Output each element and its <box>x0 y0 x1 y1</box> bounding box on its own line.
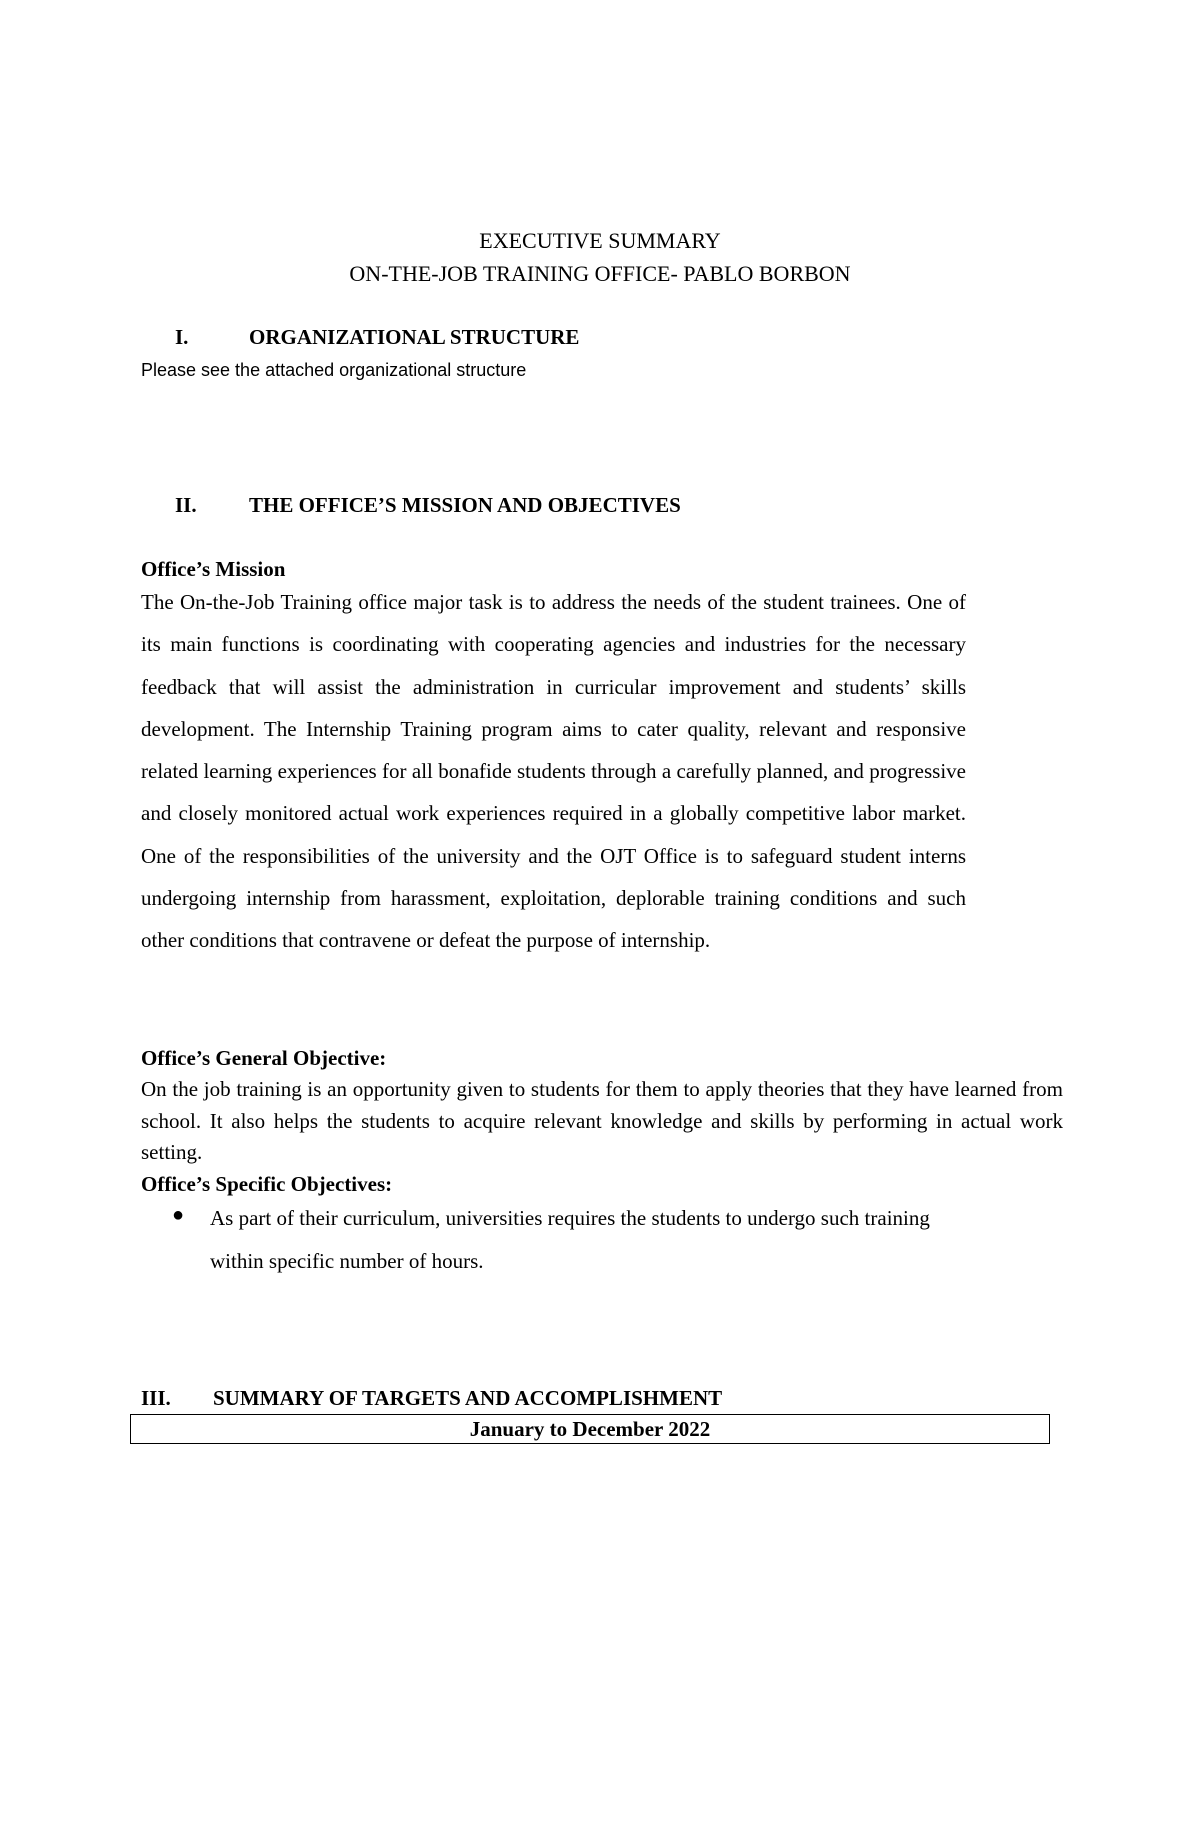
general-objective-heading: Office’s General Objective: <box>141 1046 387 1070</box>
specific-objectives-heading: Office’s Specific Objectives: <box>141 1172 393 1196</box>
section-2-title: THE OFFICE’S MISSION AND OBJECTIVES <box>249 493 681 517</box>
document-title: EXECUTIVE SUMMARY <box>479 228 721 253</box>
section-1-title: ORGANIZATIONAL STRUCTURE <box>249 325 580 349</box>
section-3-number: III. <box>141 1386 171 1410</box>
mission-paragraph: The On-the-Job Training office major task is to address the needs of the student trainees. One of its main functions is coordinating with cooperating agencies and industries for the necessary feedback that will assist the administration in curricular improvement and students’ skills development. The Internship Training program aims to cater quality, relevant and responsive related learning experiences for all bonafide students through a carefully planned, and progressive and closely monitored actual work experiences required in a globally competitive labor market. One of the responsibilities of the university and the OJT Office is to safeguard student interns undergoing internship from harassment, exploitation, deplorable training conditions and such other conditions that contravene or defeat the purpose of internship. <box>141 590 966 953</box>
specific-objective-item: As part of their curriculum, universities requires the students to undergo such training within specific number of hours. <box>210 1206 930 1273</box>
section-2-number: II. <box>175 493 197 517</box>
bullet-icon: ● <box>172 1204 185 1226</box>
period-table-header <box>130 1414 1050 1444</box>
period-label: January to December 2022 <box>469 1417 711 1441</box>
document-subtitle: ON-THE-JOB TRAINING OFFICE- PABLO BORBON <box>349 261 851 286</box>
org-structure-note: Please see the attached organizational structure <box>141 360 527 380</box>
section-3-title: SUMMARY OF TARGETS AND ACCOMPLISHMENT <box>213 1386 723 1410</box>
mission-heading: Office’s Mission <box>141 557 286 581</box>
section-1-number: I. <box>175 325 189 349</box>
general-objective-paragraph: On the job training is an opportunity given to students for them to apply theories that they have learned from school. It also helps the students to acquire relevant knowledge and skills by performing in actual work setting. <box>141 1077 1063 1164</box>
